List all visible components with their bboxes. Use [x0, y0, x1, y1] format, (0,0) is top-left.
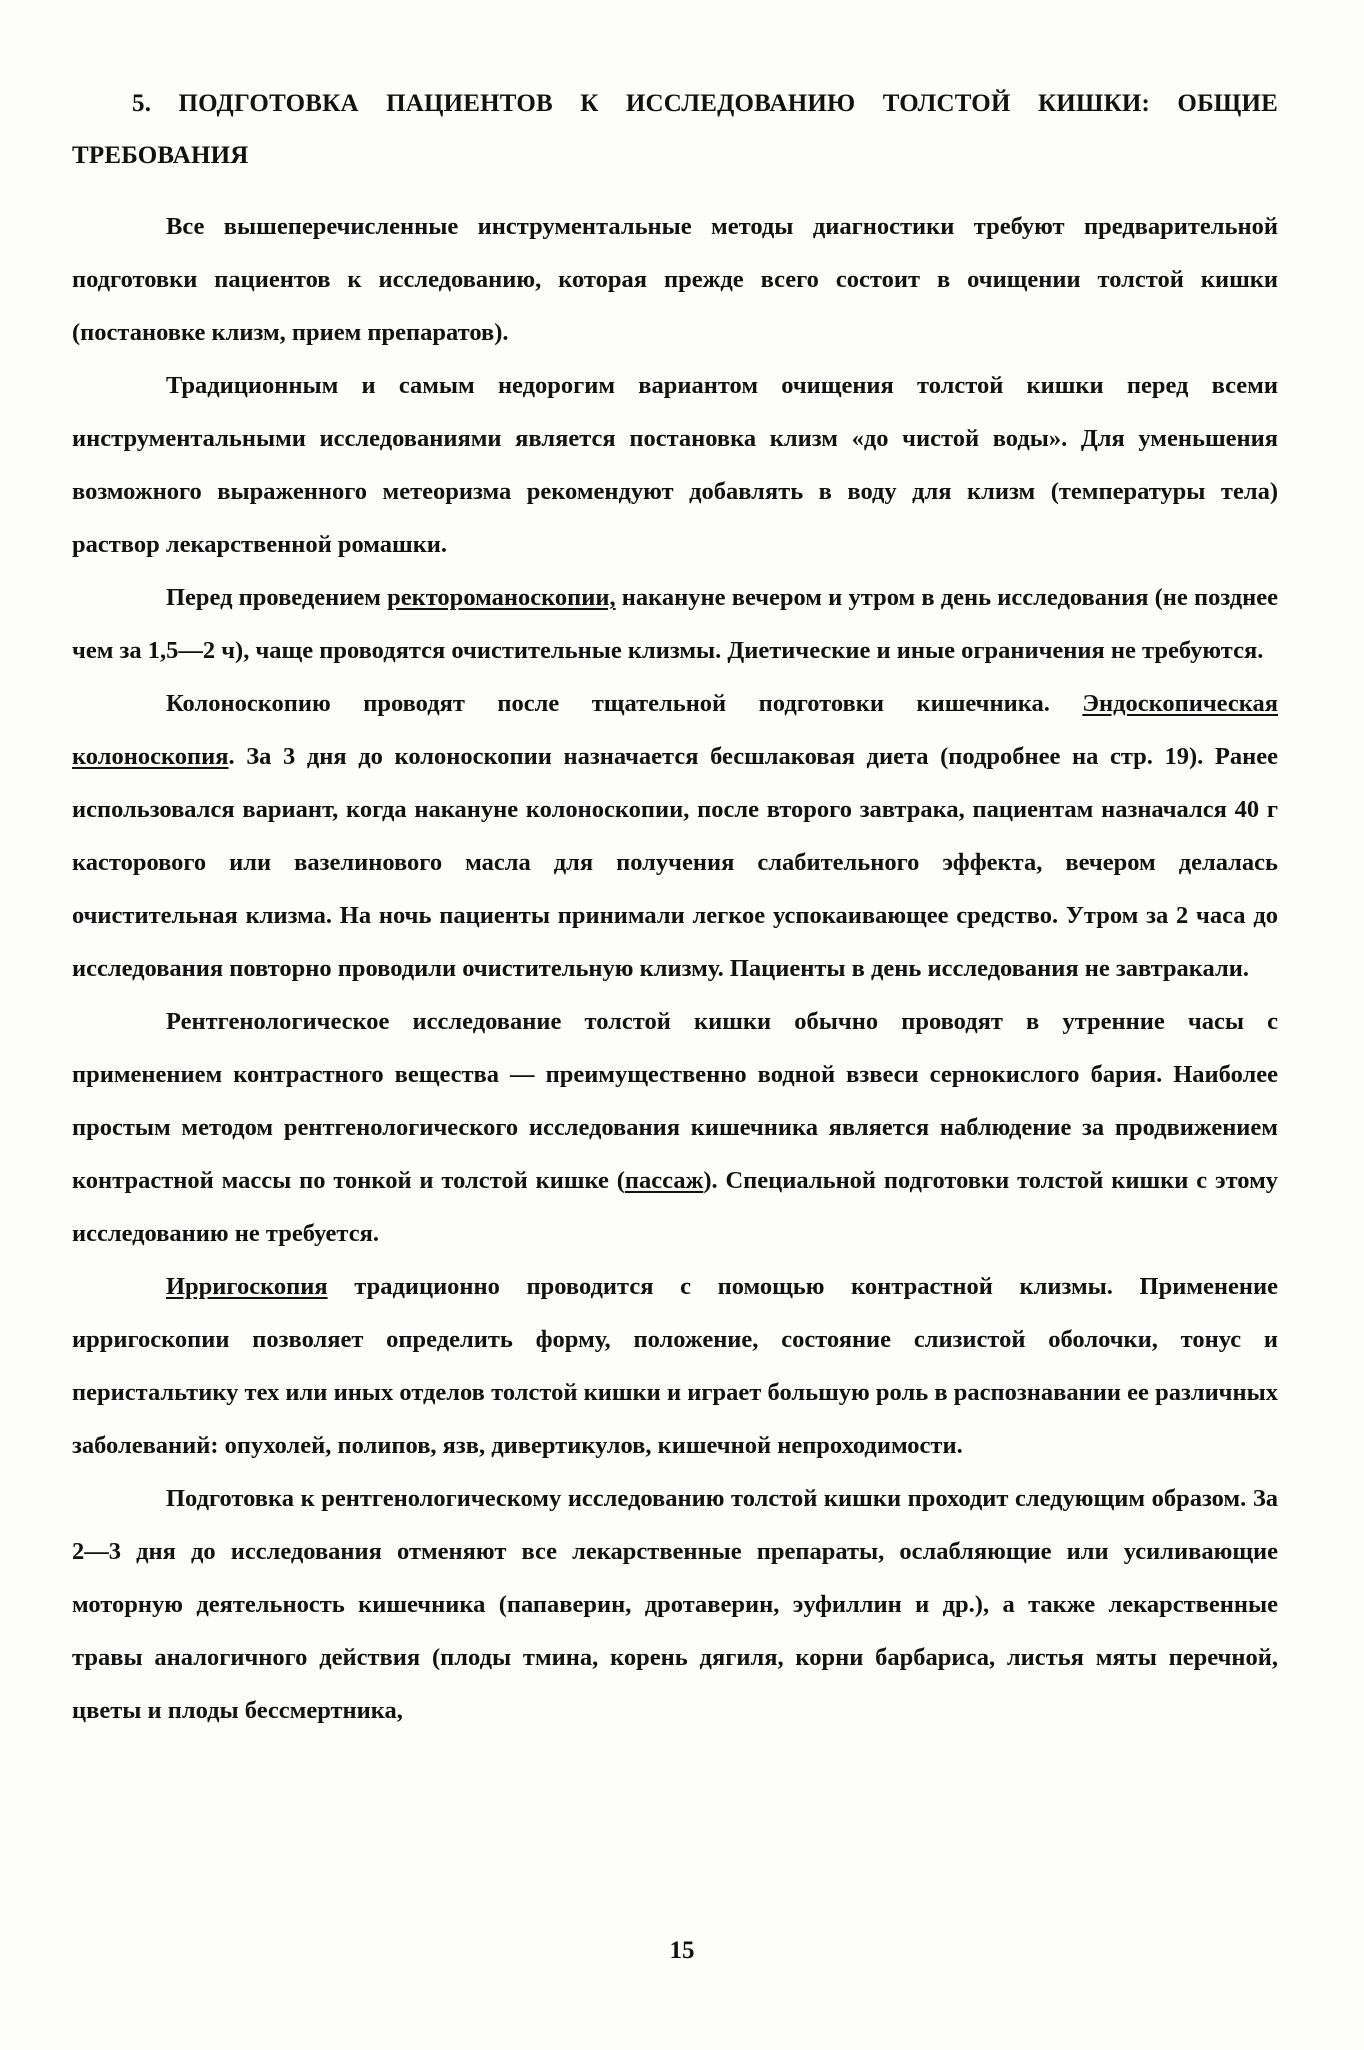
paragraph-3: [72, 571, 1278, 677]
paragraph-7: Подготовка к рентгенологическому исследованию толстой кишки проходит следующим образом. За 2—3 дня до исследования отменяют все лекарственные препараты, ослабляющие или усиливающие моторную деятельность кишечника (папаверин, дротаверин, эуфиллин и др.), а также лекарственные травы аналогичного действия (плоды тмина, корень дягиля, корни барбариса, листья мяты перечной, цветы и плоды бессмертника,: [72, 1485, 1278, 1724]
passage-link[interactable]: пассаж: [624, 1167, 704, 1194]
paragraph-3-text-after: накануне вечером и утром в день исследования (не позднее чем за 1,5—2 ч), чаще проводятся очистительные клизмы. Диетические и иные ограничения не требуются.: [72, 584, 1278, 664]
irrigoscopy-link[interactable]: Ирригоскопия: [166, 1273, 328, 1300]
paragraph-6: [72, 1260, 1278, 1472]
paragraph-5: [72, 995, 1278, 1260]
section-heading: 5. ПОДГОТОВКА ПАЦИЕНТОВ К ИССЛЕДОВАНИЮ ТОЛСТОЙ КИШКИ: ОБЩИЕ ТРЕБОВАНИЯ: [72, 90, 1278, 169]
paragraph-1: Все вышеперечисленные инструментальные методы диагностики требуют предварительной подготовки пациентов к исследованию, которая прежде всего состоит в очищении толстой кишки (постановке клизм, прием препаратов).: [72, 213, 1278, 346]
paragraph-6-text-after: традиционно проводится с помощью контрастной клизмы. Применение ирригоскопии позволяет определить форму, положение, состояние слизистой оболочки, тонус и перистальтику тех или иных отделов толстой кишки и играет большую роль в распознавании ее различных заболеваний: опухолей, полипов, язв, дивертикулов, кишечной непроходимости.: [72, 1273, 1278, 1459]
rectoromanoscopy-link[interactable]: ректороманоскопии,: [387, 584, 616, 611]
paragraph-5-text-before: Рентгенологическое исследование толстой кишки обычно проводят в утренние часы с применением контрастного вещества — преимущественно водной взвеси сернокислого бария. Наиболее простым методом рентгенологического исследования кишечника является наблюдение за продвижением контрастной массы по тонкой и толстой кишке (: [72, 1008, 1278, 1194]
page-number: 15: [669, 1937, 695, 1964]
paragraph-2: Традиционным и самым недорогим вариантом очищения толстой кишки перед всеми инструментальными исследованиями является постановка клизм «до чистой воды». Для уменьшения возможного выраженного метеоризма рекомендуют добавлять в воду для клизм (температуры тела) раствор лекарственной ромашки.: [72, 372, 1278, 558]
paragraph-3-text-before: Перед проведением: [166, 584, 388, 611]
paragraph-4-text-before: Колоноскопию проводят после тщательной подготовки кишечника.: [166, 690, 1083, 717]
page-content: [72, 78, 1278, 1737]
paragraph-4: [72, 677, 1278, 995]
paragraph-4-text-after: . За 3 дня до колоноскопии назначается бесшлаковая диета (подробнее на стр. 19). Ранее использовался вариант, когда накануне колоноскопии, после второго завтрака, пациентам назначался 40 г касторового или вазелинового масла для получения слабительного эффекта, вечером делалась очистительная клизма. На ночь пациенты принимали легкое успокаивающее средство. Утром за 2 часа до исследования повторно проводили очистительную клизму. Пациенты в день исследования не завтракали.: [72, 743, 1278, 982]
paragraph-5-text-after: ). Специальной подготовки толстой кишки с этому исследованию не требуется.: [72, 1167, 1279, 1247]
endoscopic-colonoscopy-link[interactable]: Эндоскопическая колоноскопия: [72, 690, 1278, 770]
